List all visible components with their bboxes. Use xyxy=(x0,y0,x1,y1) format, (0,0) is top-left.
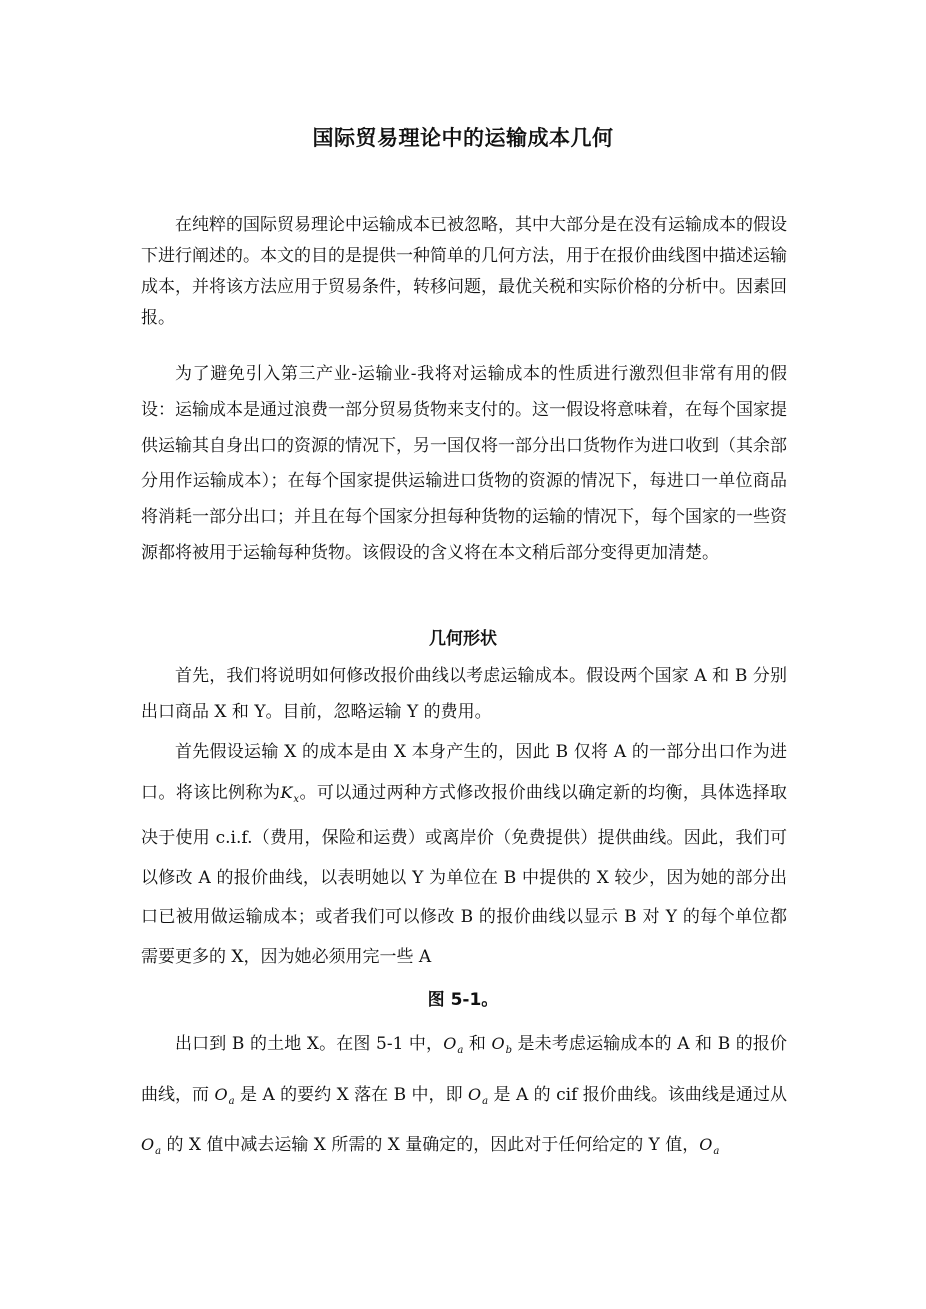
text-run: 是未考虑运输成本的 A 和 B 的报价曲线，而 xyxy=(141,1034,787,1105)
math-o-a: $O_a$ xyxy=(699,1135,720,1157)
intro-paragraph: 在纯粹的国际贸易理论中运输成本已被忽略，其中大部分是在没有运输成本的假设下进行阐述的。本文的目的是提供一种简单的几何方法，用于在报价曲线图中描述运输成本，并将该方法应用于贸易条件，转移问题，最优关税和实际价格的分析中。因素回报。 xyxy=(141,215,787,328)
math-o-a: $O_a$ xyxy=(141,1135,162,1157)
figure-caption: 图 5-1。 xyxy=(427,990,499,1010)
text-run: 。可以通过两种方式修改报价曲线以确定新的均衡，具体选择取决于使用 c.i.f.（费用，保险和运费）或离岸价（免费提供）提供曲线。因此，我们可以修改 A 的报价曲线，以表明她以 Y 为单位在 B 中提供的 X 较少，因为她的部分出口已被用做运输成本；或者我们可以修改 B 的报价曲线以显示 B 对 Y 的每个单位都需要更多的 X，因为她必须用完一些 A xyxy=(141,782,788,967)
transport-cost-paragraph xyxy=(141,733,787,977)
math-o-a: $O_a$ xyxy=(214,1084,235,1107)
text-run: 出口到 B 的土地 X。在图 5-1 中， xyxy=(175,1034,444,1054)
text-run: 是 A 的 cif 报价曲线。该曲线是通过从 xyxy=(488,1084,787,1105)
math-o-a: $O_a$ xyxy=(443,1034,464,1056)
math-o-b: $O_b$ xyxy=(491,1034,513,1056)
assumption-paragraph: 为了避免引入第三产业-运输业-我将对运输成本的性质进行激烈但非常有用的假设：运输成本是通过浪费一部分贸易货物来支付的。这一假设将意味着，在每个国家提供运输其自身出口的资源的情况下，另一国仅将一部分出口货物作为进口收到（其余部分用作运输成本）；在每个国家提供运输进口货物的资源的情况下，每进口一单位商品将消耗一部分出口；并且在每个国家分担每种货物的运输的情况下，每个国家的一些资源都将被用于运输每种货物。该假设的含义将在本文稍后部分变得更加清楚。 xyxy=(141,364,787,563)
text-run: 和 xyxy=(463,1034,492,1054)
math-o-a: $O_a$ xyxy=(468,1084,489,1107)
text-run: 首先假设运输 X 的成本是由 X 本身产生的，因此 B 仅将 A 的一部分出口作为进口。将该比例称为 xyxy=(141,742,787,803)
math-k-x: $K_x$ xyxy=(280,782,300,805)
text-run: 的 X 值中减去运输 X 所需的 X 量确定的，因此对于任何给定的 Y 值， xyxy=(161,1135,700,1155)
section-heading: 几何形状 xyxy=(429,629,497,649)
figure-description-paragraph xyxy=(141,1022,787,1174)
offer-curve-paragraph: 首先，我们将说明如何修改报价曲线以考虑运输成本。假设两个国家 A 和 B 分别出口商品 X 和 Y。目前，忽略运输 Y 的费用。 xyxy=(141,666,787,722)
page-title: 国际贸易理论中的运输成本几何 xyxy=(312,126,614,150)
text-run: 是 A 的要约 X 落在 B 中，即 xyxy=(234,1084,469,1105)
